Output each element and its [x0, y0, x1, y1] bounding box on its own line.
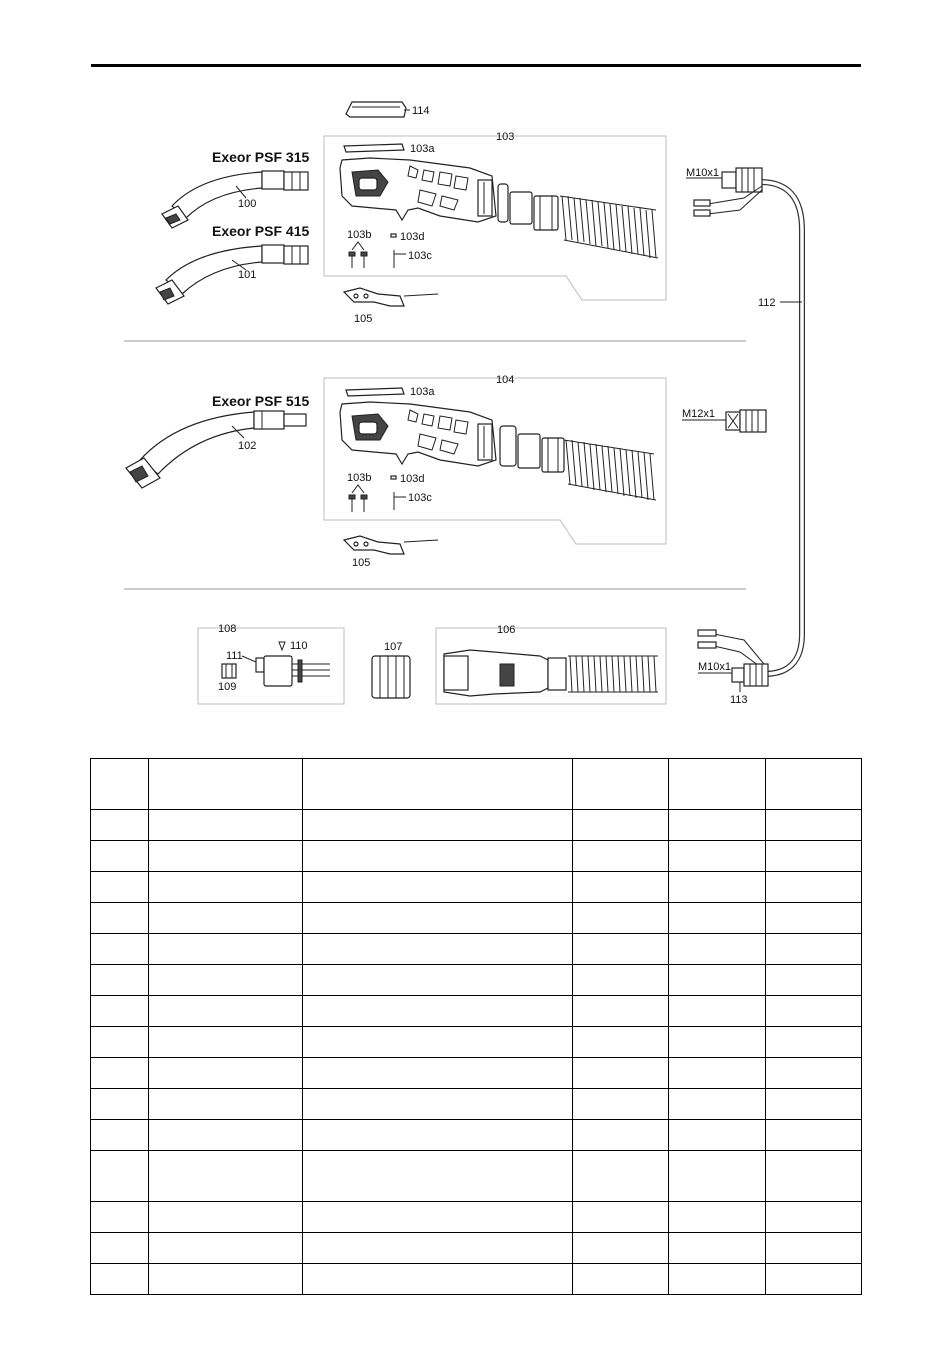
handle-rings-top: [498, 184, 558, 230]
label-103c-mid: 103c: [408, 492, 432, 504]
table-cell: [149, 1089, 303, 1120]
table-cell: [149, 965, 303, 996]
table-cell: [303, 759, 573, 810]
table-cell: [91, 1233, 149, 1264]
neck-100: [162, 171, 308, 228]
connector-m12x1: [726, 410, 766, 432]
label-103d-top: 103d: [400, 231, 425, 243]
table-row: [91, 1120, 862, 1151]
table-row: [91, 996, 862, 1027]
table-cell: [91, 1202, 149, 1233]
table-cell: [149, 1027, 303, 1058]
part-105-trigger-top: [344, 288, 438, 306]
table-cell: [573, 934, 669, 965]
table-cell: [91, 872, 149, 903]
table-cell: [669, 1151, 766, 1202]
table-row: [91, 1089, 862, 1120]
label-m12x1: M12x1: [682, 408, 716, 420]
table-cell: [149, 996, 303, 1027]
table-cell: [669, 996, 766, 1027]
table-cell: [149, 934, 303, 965]
part-103c-pin-top: [394, 250, 406, 268]
table-cell: [149, 1151, 303, 1202]
part-107-nut: [372, 656, 410, 698]
table-cell: [303, 996, 573, 1027]
part-108-insert: [256, 656, 330, 686]
table-row: [91, 1058, 862, 1089]
table-cell: [766, 1264, 862, 1295]
model-psf515: Exeor PSF 515: [212, 393, 310, 409]
handle-rings-mid: [500, 426, 564, 472]
table-cell: [669, 759, 766, 810]
table-cell: [669, 1027, 766, 1058]
table-cell: [669, 1264, 766, 1295]
table-cell: [91, 1058, 149, 1089]
table-cell: [303, 1089, 573, 1120]
neck-102: [126, 411, 306, 488]
label-103d-mid: 103d: [400, 473, 425, 485]
part-105-trigger-mid: [344, 536, 438, 554]
table-cell: [573, 1264, 669, 1295]
table-cell: [303, 934, 573, 965]
table-cell: [669, 872, 766, 903]
label-100: 100: [238, 198, 257, 210]
table-cell: [573, 1058, 669, 1089]
label-108: 108: [218, 623, 237, 635]
spring-mid: [564, 440, 656, 500]
table-cell: [303, 1027, 573, 1058]
table-cell: [149, 872, 303, 903]
table-row: [91, 1202, 862, 1233]
label-114: 114: [412, 105, 430, 117]
model-psf315: Exeor PSF 315: [212, 149, 310, 165]
table-cell: [91, 1027, 149, 1058]
label-103b-mid: 103b: [347, 472, 372, 484]
table-cell: [303, 1202, 573, 1233]
table-cell: [573, 1089, 669, 1120]
table-cell: [303, 903, 573, 934]
table-cell: [573, 903, 669, 934]
table-cell: [669, 1202, 766, 1233]
table-cell: [149, 1058, 303, 1089]
label-107: 107: [384, 641, 403, 653]
table-cell: [149, 841, 303, 872]
label-103b-top: 103b: [347, 229, 372, 241]
table-cell: [303, 872, 573, 903]
table-cell: [573, 841, 669, 872]
table-header-row: [91, 759, 862, 810]
table-row: [91, 1233, 862, 1264]
table-cell: [766, 872, 862, 903]
table-row: [91, 934, 862, 965]
table-cell: [766, 1058, 862, 1089]
part-103a-strip-mid: [346, 388, 404, 396]
parts-list-table: [90, 758, 862, 1295]
table-cell: [573, 1202, 669, 1233]
table-cell: [91, 810, 149, 841]
spring-top: [560, 196, 658, 258]
table-cell: [91, 996, 149, 1027]
table-cell: [149, 1264, 303, 1295]
torch-handle-top: [340, 158, 496, 222]
table-cell: [91, 841, 149, 872]
table-cell: [91, 1151, 149, 1202]
label-103c-top: 103c: [408, 250, 432, 262]
table-cell: [91, 1264, 149, 1295]
label-105-top: 105: [354, 313, 373, 325]
table-cell: [766, 1151, 862, 1202]
table-cell: [149, 759, 303, 810]
table-cell: [573, 1120, 669, 1151]
table-cell: [766, 1120, 862, 1151]
table-cell: [669, 810, 766, 841]
label-103a-top: 103a: [410, 143, 435, 155]
table-cell: [303, 1233, 573, 1264]
part-103d-top: [391, 234, 396, 237]
table-row: [91, 810, 862, 841]
table-cell: [303, 810, 573, 841]
table-cell: [303, 1151, 573, 1202]
part-114-cover: [346, 102, 410, 117]
table-cell: [669, 841, 766, 872]
table-cell: [573, 965, 669, 996]
table-cell: [303, 1120, 573, 1151]
label-113: 113: [730, 694, 748, 706]
table-cell: [149, 810, 303, 841]
part-103b-screws-mid: [349, 485, 367, 512]
label-104: 104: [496, 374, 515, 386]
table-row: [91, 903, 862, 934]
table-cell: [669, 1233, 766, 1264]
table-cell: [669, 1120, 766, 1151]
table-cell: [303, 1058, 573, 1089]
table-row: [91, 1027, 862, 1058]
table-cell: [573, 1233, 669, 1264]
part-103a-strip-top: [344, 144, 404, 152]
label-103: 103: [496, 131, 515, 143]
table-cell: [766, 965, 862, 996]
table-cell: [766, 759, 862, 810]
table-row: [91, 1151, 862, 1202]
connector-m10x1-bottom: [698, 630, 768, 686]
table-cell: [149, 1120, 303, 1151]
table-cell: [669, 1058, 766, 1089]
table-cell: [669, 934, 766, 965]
table-cell: [303, 965, 573, 996]
part-106-cable-support: [444, 650, 658, 696]
label-110: 110: [290, 640, 308, 652]
table-cell: [573, 996, 669, 1027]
table-cell: [766, 1233, 862, 1264]
table-cell: [573, 872, 669, 903]
table-cell: [766, 903, 862, 934]
model-psf415: Exeor PSF 415: [212, 223, 310, 239]
table-cell: [149, 1202, 303, 1233]
label-101: 101: [238, 269, 257, 281]
table-cell: [91, 903, 149, 934]
table-cell: [573, 759, 669, 810]
label-103a-mid: 103a: [410, 386, 435, 398]
part-103d-mid: [391, 476, 396, 479]
part-109-nut: [222, 664, 236, 678]
part-103b-screws-top: [349, 242, 367, 268]
label-m10x1-top: M10x1: [686, 167, 720, 179]
table-cell: [91, 1120, 149, 1151]
label-102: 102: [238, 440, 257, 452]
table-row: [91, 872, 862, 903]
table-row: [91, 1264, 862, 1295]
table-row: [91, 965, 862, 996]
table-cell: [303, 841, 573, 872]
table-cell: [91, 934, 149, 965]
table-cell: [669, 965, 766, 996]
label-105-mid: 105: [352, 557, 371, 569]
table-cell: [766, 841, 862, 872]
neck-101: [156, 245, 308, 304]
part-110-screw: [279, 642, 285, 650]
table-cell: [149, 903, 303, 934]
table-cell: [91, 759, 149, 810]
label-106: 106: [497, 624, 516, 636]
table-cell: [149, 1233, 303, 1264]
table-cell: [669, 1089, 766, 1120]
table-cell: [573, 1151, 669, 1202]
table-cell: [766, 1027, 862, 1058]
label-m10x1-bottom: M10x1: [698, 661, 732, 673]
table-cell: [91, 965, 149, 996]
table-cell: [573, 1027, 669, 1058]
table-cell: [91, 1089, 149, 1120]
label-112: 112: [758, 297, 776, 309]
table-cell: [766, 996, 862, 1027]
label-111: 111: [226, 650, 243, 662]
torch-handle-mid: [340, 402, 496, 466]
table-cell: [766, 1089, 862, 1120]
table-cell: [573, 810, 669, 841]
part-103c-pin-mid: [394, 492, 406, 510]
table-cell: [766, 1202, 862, 1233]
table-cell: [766, 934, 862, 965]
table-cell: [766, 810, 862, 841]
table-cell: [303, 1264, 573, 1295]
label-109: 109: [218, 681, 237, 693]
table-row: [91, 841, 862, 872]
table-cell: [669, 903, 766, 934]
